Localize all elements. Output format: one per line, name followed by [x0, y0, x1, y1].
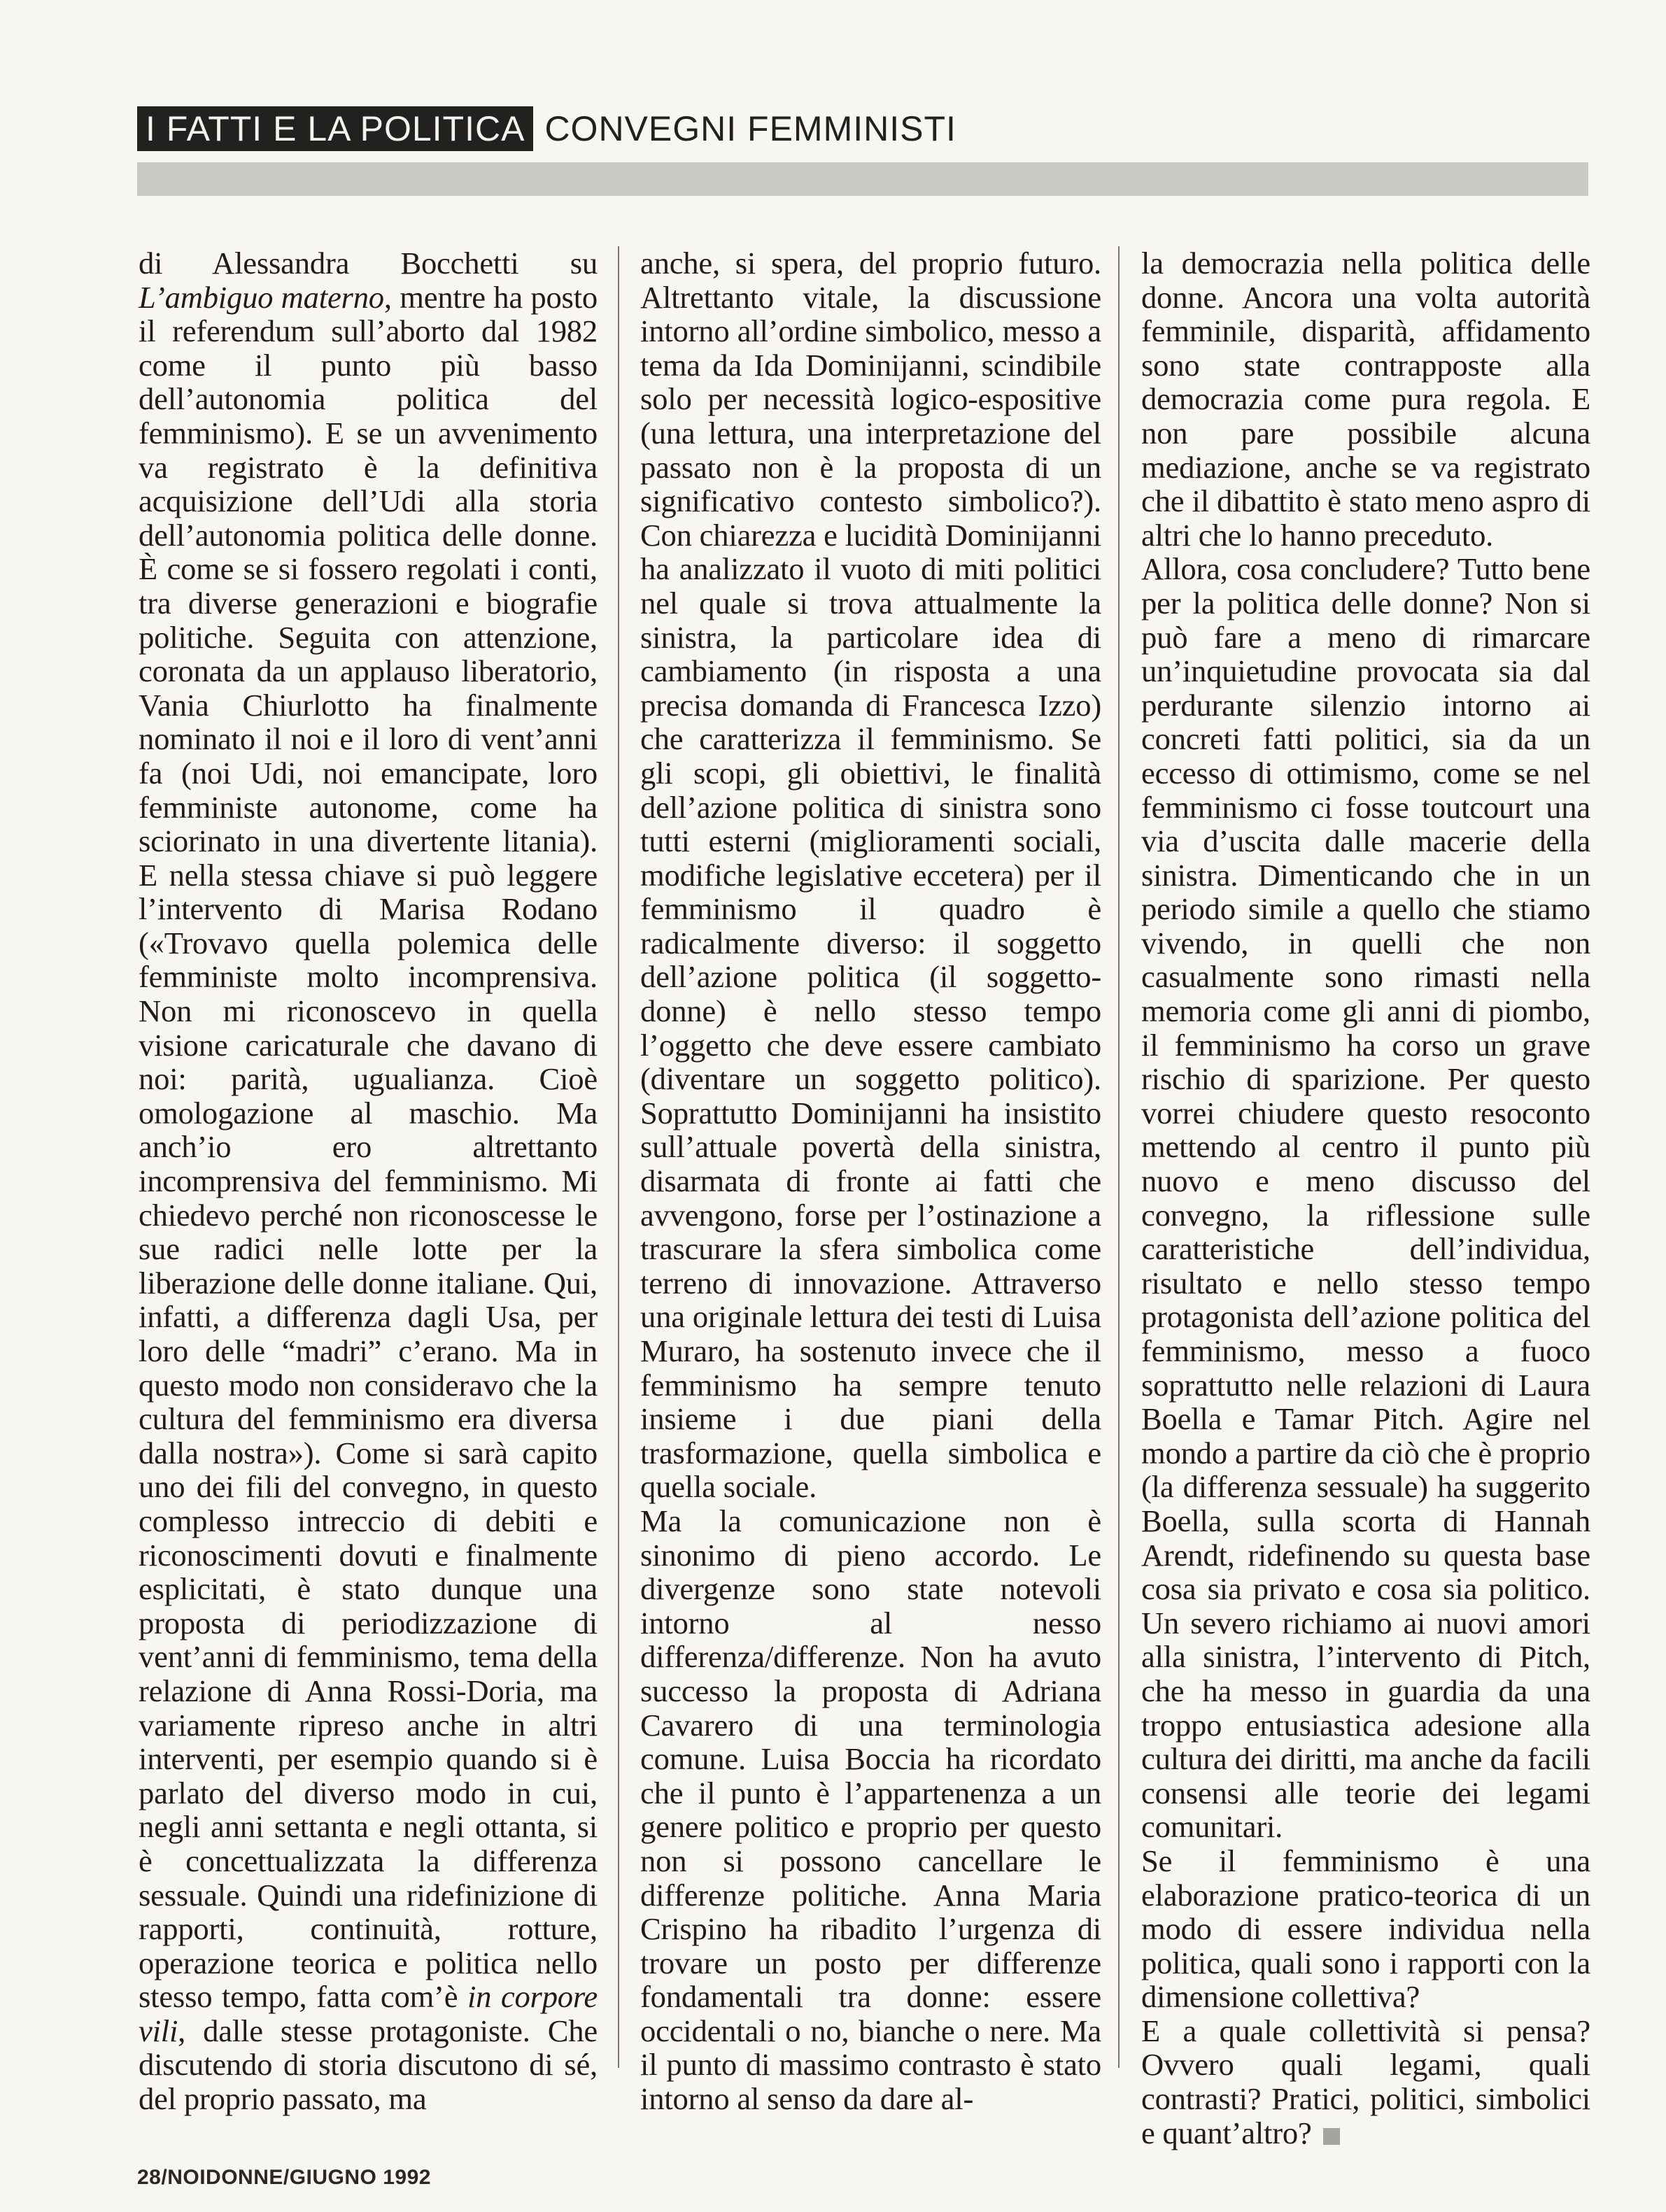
page-footer: 28/NOIDONNE/GIUGNO 1992 — [137, 2166, 431, 2189]
article-column-1 — [139, 246, 598, 2116]
column-2-paragraph-2: Ma la comunicazione non è sinonimo di pieno accordo. Le divergenze sono state notevoli intorno al nesso differenza/differenze. Non ha avuto successo la proposta di Adriana Cavarero di una terminologia comune. Luisa Boccia ha ricordato che il punto è l’appartenenza a un genere politico e proprio per questo non si possono cancellare le differenze politiche. Anna Maria Crispino ha ribadito l’urgenza di trovare un posto per differenze fondamentali tra donne: essere occidentali o no, bianche o nere. Ma il punto di massimo contrasto è stato intorno al senso da dare al- — [640, 1503, 1101, 2117]
article-column-3 — [1141, 246, 1590, 2150]
header-band — [137, 162, 1588, 196]
column-1-paragraph: di Alessandra Bocchetti su L’ambiguo materno, mentre ha posto il referendum sull’aborto dal 1982 come il punto più basso dell’autonomia politica del femminismo). E se un avvenimento va registrato è la definitiva acquisizione dell’Udi alla storia dell’autonomia politica delle donne. È come se si fossero regolati i conti, tra diverse generazioni e biografie politiche. Seguita con attenzione, coronata da un applauso liberatorio, Vania Chiurlotto ha finalmente nominato il noi e il loro di vent’anni fa (noi Udi, noi emancipate, loro femministe autonome, come ha sciorinato in una divertente litania). E nella stessa chiave si può leggere l’intervento di Marisa Rodano («Trovavo quella polemica delle femministe molto incomprensiva. Non mi riconoscevo in quella visione caricaturale che davano di noi: parità, ugualianza. Cioè omologazione al maschio. Ma anch’io ero altrettanto incomprensiva del femminismo. Mi chiedevo perché non riconoscesse le sue radici nelle lotte per la liberazione delle donne italiane. Qui, infatti, a differenza dagli Usa, per loro delle “madri” c’erano. Ma in questo modo non consideravo che la cultura del femminismo era diversa dalla nostra»). Come si sarà capito uno dei fili del convegno, in questo complesso intreccio di debiti e riconoscimenti dovuti e finalmente esplicitati, è stato dunque una proposta di periodizzazione di vent’anni di femminismo, tema della relazione di Anna Rossi-Doria, ma variamente ripreso anche in altri interventi, per esempio quando si è parlato del diverso modo in cui, negli anni settanta e negli ottanta, si è concettualizzata la differenza sessuale. Quindi una ridefinizione di rapporti, continuità, rotture, operazione teorica e politica nello stesso tempo, fatta com’è in corpore vili, dalle stesse protagoniste. Che discutendo di storia discutono di sé, del proprio passato, ma — [139, 246, 598, 2117]
topic-label: CONVEGNI FEMMINISTI — [544, 109, 956, 148]
end-of-article-mark — [1323, 2128, 1340, 2145]
page-header — [137, 106, 956, 151]
article-column-2 — [640, 246, 1101, 2116]
column-divider — [618, 246, 619, 2068]
column-divider — [1118, 246, 1120, 2068]
column-3-paragraph-1: la democrazia nella politica delle donne. Ancora una volta autorità femminile, disparità, affidamento sono state contrapposte alla democrazia come pura regola. E non pare possibile alcuna mediazione, anche se va registrato che il dibattito è stato meno aspro di altri che lo hanno preceduto. — [1141, 246, 1590, 553]
column-3-paragraph-2: Allora, cosa concludere? Tutto bene per la politica delle donne? Non si può fare a meno di rimarcare un’inquietudine provocata sia dal perdurante silenzio intorno ai concreti fatti politici, sia da un eccesso di ottimismo, come se nel femminismo ci fosse toutcourt una via d’uscita dalle macerie della sinistra. Dimenticando che in un periodo simile a quello che stiamo vivendo, in quelli che non casualmente sono rimasti nella memoria come gli anni di piombo, il femminismo ha corso un grave rischio di sparizione. Per questo vorrei chiudere questo resoconto mettendo al centro il punto più nuovo e meno discusso del convegno, la riflessione sulle caratteristiche dell’individua, risultato e nello stesso tempo protagonista dell’azione politica del femminismo, messo a fuoco soprattutto nelle relazioni di Laura Boella e Tamar Pitch. Agire nel mondo a partire da ciò che è proprio (la differenza sessuale) ha suggerito Boella, sulla scorta di Hannah Arendt, ridefinendo su questa base cosa sia privato e cosa sia politico. Un severo richiamo ai nuovi amori alla sinistra, l’intervento di Pitch, che ha messo in guardia da una troppo entusiastica adesione alla cultura dei diritti, ma anche da facili consensi alle teorie dei legami comunitari. — [1141, 551, 1590, 1845]
column-2-paragraph-1: anche, si spera, del proprio futuro. Altrettanto vitale, la discussione intorno all’ordine simbolico, messo a tema da Ida Dominijanni, scindibile solo per necessità logico-espositive (una lettura, una interpretazione del passato non è la proposta di un significativo contesto simbolico?). Con chiarezza e lucidità Dominijanni ha analizzato il vuoto di miti politici nel quale si trova attualmente la sinistra, la particolare idea di cambiamento (in risposta a una precisa domanda di Francesca Izzo) che caratterizza il femminismo. Se gli scopi, gli obiettivi, le finalità dell’azione politica di sinistra sono tutti esterni (miglioramenti sociali, modifiche legislative eccetera) per il femminismo il quadro è radicalmente diverso: il soggetto dell’azione politica (il soggetto-donne) è nello stesso tempo l’oggetto che deve essere cambiato (diventare un soggetto politico). Soprattutto Dominijanni ha insistito sull’attuale povertà della sinistra, disarmata di fronte ai fatti che avvengono, forse per l’ostinazione a trascurare la sfera simbolica come terreno di innovazione. Attraverso una originale lettura dei testi di Luisa Muraro, ha sostenuto invece che il femminismo ha sempre tenuto insieme i due piani della trasformazione, quella simbolica e quella sociale. — [640, 246, 1101, 1505]
section-label: I FATTI E LA POLITICA — [137, 106, 533, 151]
column-3-paragraph-4: E a quale collettività si pensa? Ovvero quali legami, quali contrasti? Pratici, politici, simbolici e quant’altro? — [1141, 2013, 1590, 2150]
column-3-paragraph-3: Se il femminismo è una elaborazione pratico-teorica di un modo di essere individua nella politica, quali sono i rapporti con la dimensione collettiva? — [1141, 1843, 1590, 2015]
